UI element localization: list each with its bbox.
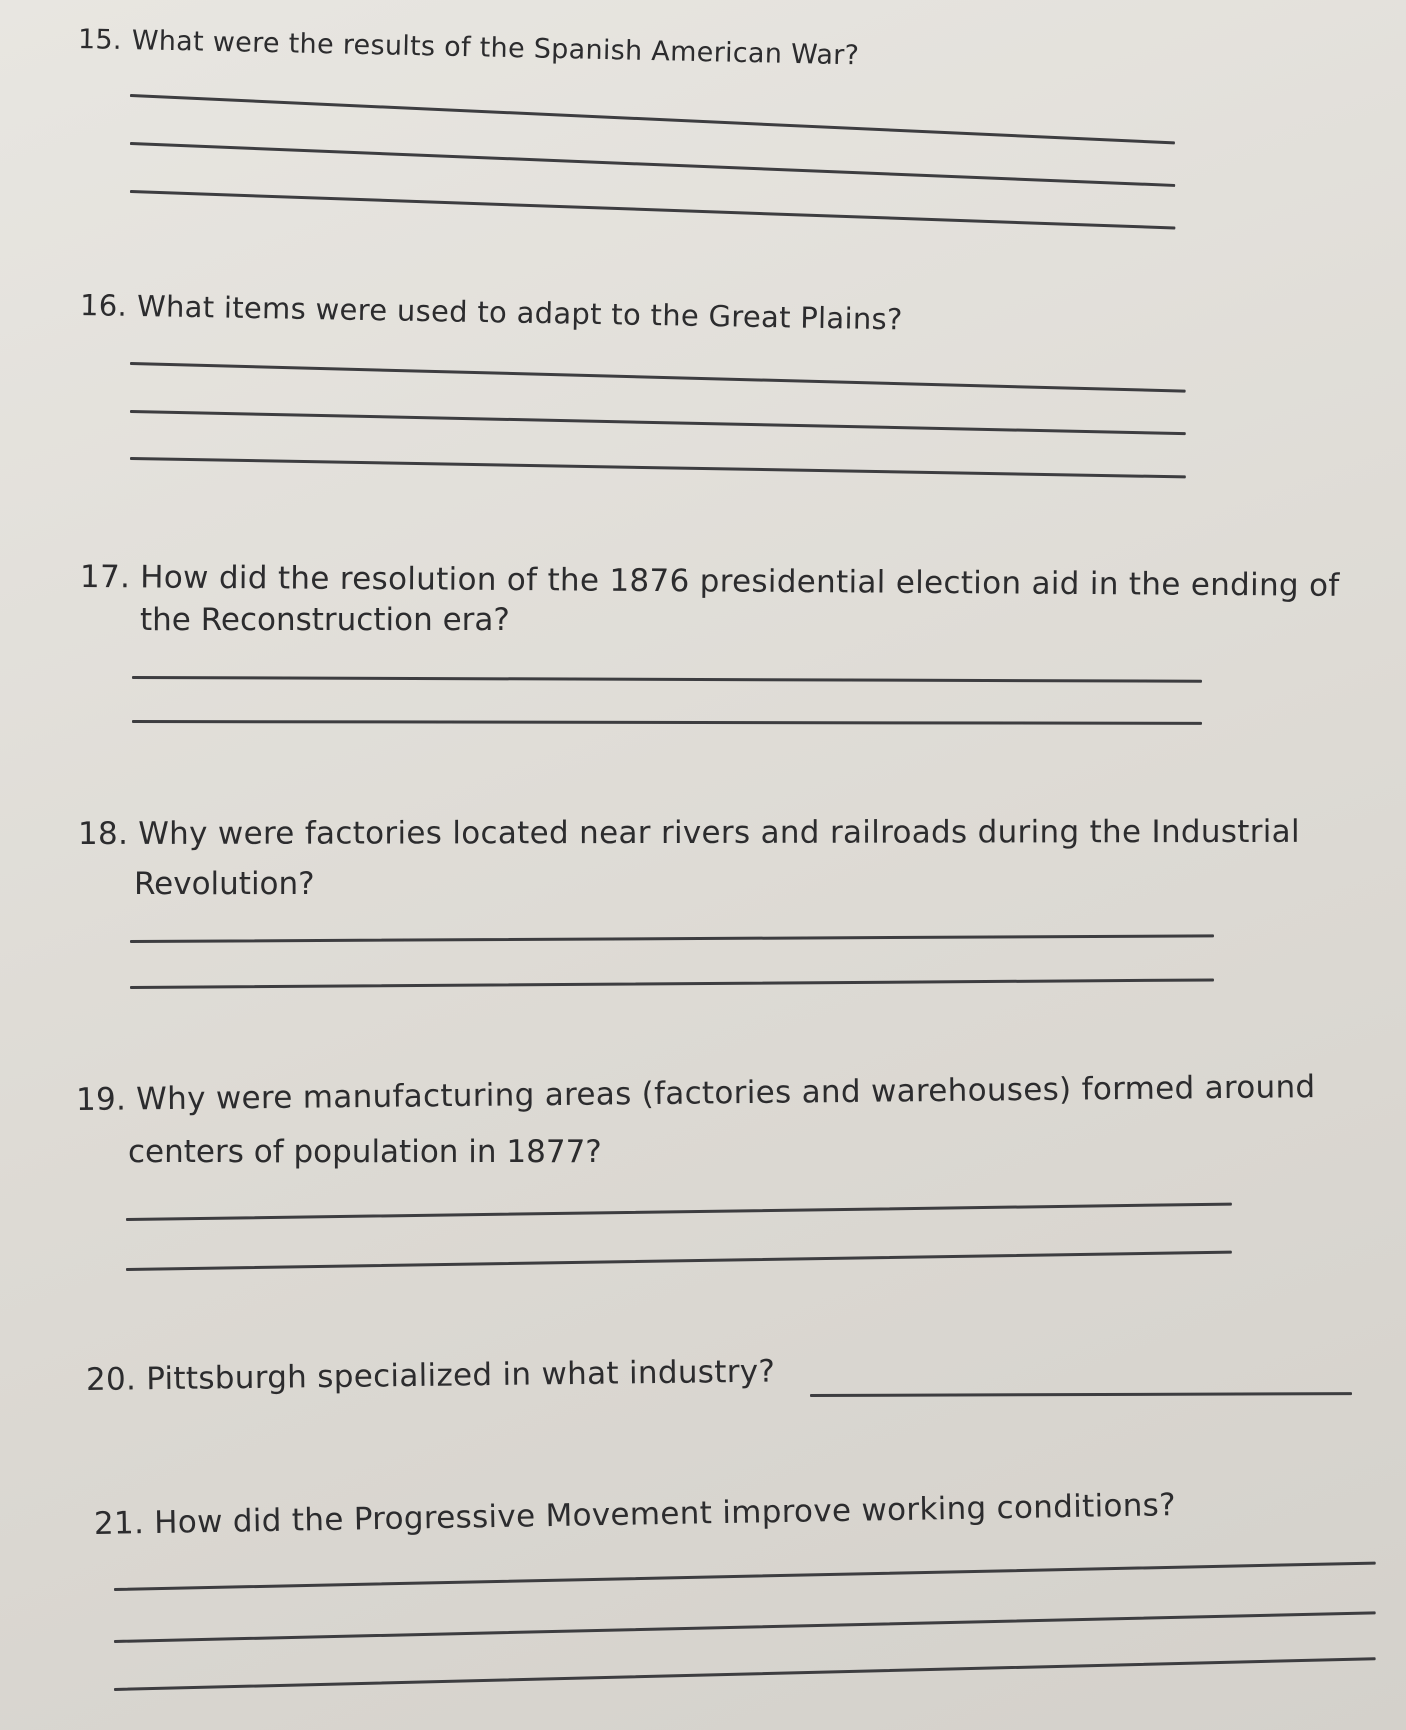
answer-line[interactable] <box>132 676 1202 683</box>
question-text: Pittsburgh specialized in what industry? <box>145 1353 776 1398</box>
question-text: What items were used to adapt to the Great Plains? <box>136 288 903 337</box>
question-text: Why were factories located near rivers and railroads during the Industrial <box>138 813 1300 852</box>
question-16 <box>80 284 903 340</box>
answer-line[interactable] <box>114 1657 1376 1691</box>
answer-line[interactable] <box>114 1562 1376 1591</box>
question-15 <box>78 20 860 75</box>
question-17 <box>80 555 1340 609</box>
question-number: 21. <box>93 1505 145 1542</box>
answer-line[interactable] <box>126 1203 1232 1221</box>
question-19 <box>76 1065 1316 1123</box>
question-21 <box>94 1483 1177 1547</box>
question-number: 16. <box>79 288 128 323</box>
answer-line[interactable] <box>810 1392 1352 1397</box>
answer-line[interactable] <box>114 1611 1376 1643</box>
question-number: 20. <box>85 1361 137 1398</box>
question-17-continuation: the Reconstruction era? <box>140 602 510 638</box>
answer-line[interactable] <box>130 934 1214 943</box>
answer-line[interactable] <box>130 362 1186 393</box>
question-18 <box>78 810 1300 857</box>
answer-line[interactable] <box>126 1251 1232 1271</box>
question-text: What were the results of the Spanish American War? <box>131 25 860 72</box>
answer-line[interactable] <box>130 190 1175 230</box>
question-20 <box>86 1350 776 1403</box>
answer-line[interactable] <box>130 410 1186 435</box>
answer-line[interactable] <box>130 142 1175 187</box>
question-18-continuation: Revolution? <box>134 866 315 902</box>
question-text: How did the Progressive Movement improve working conditions? <box>153 1487 1177 1541</box>
answer-line[interactable] <box>132 720 1202 725</box>
question-text: Why were manufacturing areas (factories and warehouses) formed around <box>136 1069 1316 1118</box>
question-number: 17. <box>79 559 131 596</box>
answer-line[interactable] <box>130 94 1175 144</box>
answer-line[interactable] <box>130 978 1214 989</box>
question-number: 19. <box>75 1081 127 1118</box>
question-number: 18. <box>77 815 129 852</box>
answer-line[interactable] <box>130 457 1186 478</box>
question-number: 15. <box>77 24 123 56</box>
question-text: How did the resolution of the 1876 presidential election aid in the ending of <box>140 559 1340 604</box>
question-19-continuation: centers of population in 1877? <box>128 1134 602 1170</box>
